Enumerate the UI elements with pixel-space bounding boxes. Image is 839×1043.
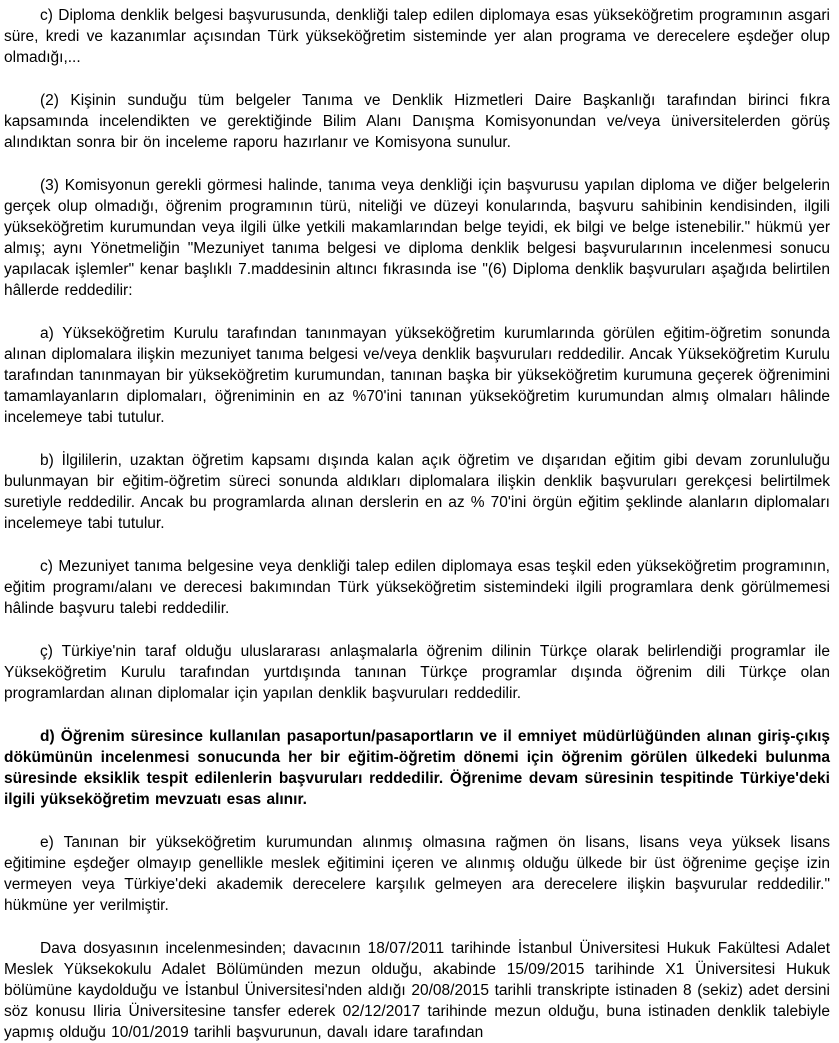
paragraph-item-c-cedilla: ç) Türkiye'nin taraf olduğu uluslararası anlaşmalarla öğrenim dilinin Türkçe olarak belirlendiği programlar ile Yükseköğretim Kurulu tarafından yurtdışında tanınan Türkçe programlar dışında öğrenim dili Türkçe olan programlardan alınan diplomalar için yapılan denklik başvuruları reddedilir. <box>4 643 830 702</box>
paragraph-clause-2: (2) Kişinin sunduğu tüm belgeler Tanıma ve Denklik Hizmetleri Daire Başkanlığı tarafından birinci fıkra kapsamında incelendikten ve gerektiğinde Bilim Alanı Danışma Komisyonundan ve/veya üniversitelerden görüş alındıktan sonra bir ön inceleme raporu hazırlanır ve Komisyona sunulur. <box>4 92 830 151</box>
paragraph-case-summary: Dava dosyasının incelenmesinden; davacının 18/07/2011 tarihinde İstanbul Üniversitesi Hukuk Fakültesi Adalet Meslek Yüksekokulu Adalet Bölümünden mezun olduğu, akabinde 15/09/2015 tarihinde X1 Üniversitesi Hukuk bölümüne kaydolduğu ve İstanbul Üniversitesi'nden aldığı 20/08/2015 tarihli transkripte istinaden 8 (sekiz) adet dersini söz konusu Iliria Üniversitesine tansfer ederek 02/12/2017 tarihinde mezun olduğu, buna istinaden denklik talebiyle yapmış olduğu 10/01/2019 tarihli başvurunun, davalı idare tarafından <box>4 940 830 1041</box>
paragraph-item-c2: c) Mezuniyet tanıma belgesine veya denkliği talep edilen diplomaya esas teşkil eden yükseköğretim programının, eğitim programı/alanı ve derecesi bakımından Türk yükseköğretim sistemindeki ilgili programlara denk görülmemesi hâlinde başvuru talebi reddedilir. <box>4 558 830 617</box>
paragraph-clause-3: (3) Komisyonun gerekli görmesi halinde, tanıma veya denkliği için başvurusu yapılan diploma ve diğer belgelerin gerçek olup olmadığı, öğrenim programının türü, niteliği ve düzeyi konularında, başvuru sahibinin kendisinden, ilgili yükseköğretim kurumundan veya ilgili ülke yetkili makamlarından belge teyidi, ek bilgi ve belge istenebilir." hükmü yer almış; aynı Yönetmeliğin "Mezuniyet tanıma belgesi ve diploma denklik belgesi başvurularının incelenmesi sonucu yapılacak işlemler" kenar başlıklı 7.maddesinin altıncı fıkrasında ise "(6) Diploma denklik başvuruları aşağıda belirtilen hâllerde reddedilir: <box>4 177 830 299</box>
paragraph-item-e: e) Tanınan bir yükseköğretim kurumundan alınmış olmasına rağmen ön lisans, lisans veya yüksek lisans eğitimine eşdeğer olmayıp genellikle meslek eğitimini içeren ve alınmış olduğu ülkede bir üst öğrenime geçişe izin vermeyen veya Türkiye'deki akademik derecelere karşılık gelmeyen ara derecelere ilişkin başvurular reddedilir." hükmüne yer verilmiştir. <box>4 834 830 914</box>
paragraph-item-c: c) Diploma denklik belgesi başvurusunda, denkliği talep edilen diplomaya esas yükseköğretim programının asgari süre, kredi ve kazanımlar açısından Türk yükseköğretim sisteminde yer alan programa ve derecelere eşdeğer olup olmadığı,... <box>4 7 830 66</box>
paragraph-item-a: a) Yükseköğretim Kurulu tarafından tanınmayan yükseköğretim kurumlarında görülen eğitim-öğretim sonunda alınan diplomalara ilişkin mezuniyet tanıma belgesi ve/veya denklik başvuruları reddedilir. Ancak Yükseköğretim Kurulu tarafından tanınmayan bir yükseköğretim kurumundan, tanınan başka bir yükseköğretim kurumuna geçerek öğrenimini tamamlayanların diplomaları, öğreniminin en az %70'ini tanınan yükseköğretim kurumundan almış olmaları hâlinde incelemeye tabi tutulur. <box>4 325 830 426</box>
paragraph-item-d: d) Öğrenim süresince kullanılan pasaportun/pasaportların ve il emniyet müdürlüğünden alınan giriş-çıkış dökümünün incelenmesi sonucunda her bir eğitim-öğretim dönemi için öğrenim görülen ülkedeki bulunma süresinde eksiklik tespit edilenlerin başvuruları reddedilir. Öğrenime devam süresinin tespitinde Türkiye'deki ilgili yükseköğretim mevzuatı esas alınır. <box>4 728 830 808</box>
paragraph-item-b: b) İlgililerin, uzaktan öğretim kapsamı dışında kalan açık öğretim ve dışarıdan eğitim gibi devam zorunluluğu bulunmayan bir eğitim-öğretim süreci sonunda aldıkları diplomalara ilişkin denklik başvuruları gerekçesi belirtilmek suretiyle reddedilir. Ancak bu programlarda alınan derslerin en az % 70'ini örgün eğitim şeklinde alanların diplomaları incelemeye tabi tutulur. <box>4 452 830 532</box>
